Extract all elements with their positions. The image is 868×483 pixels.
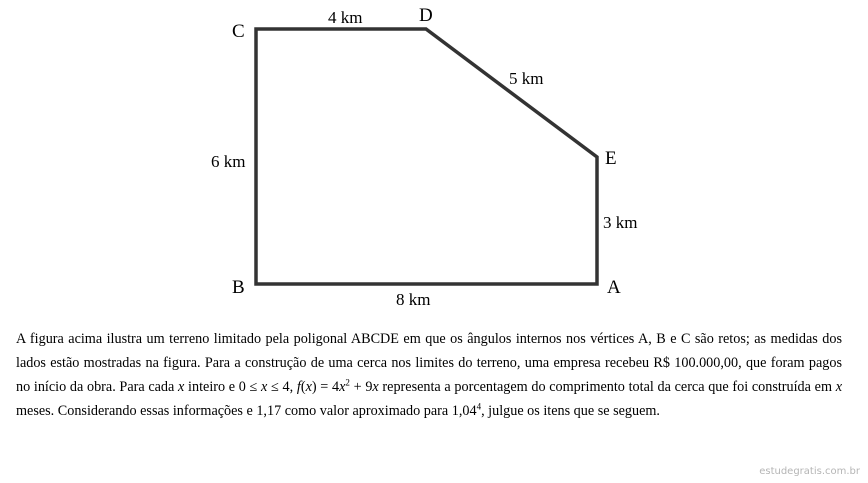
side-label-ea: 3 km (603, 213, 638, 232)
text-part: inteiro e 0 ≤ (184, 379, 262, 395)
side-label-cb: 6 km (211, 152, 246, 171)
side-label-cd: 4 km (328, 8, 363, 27)
vertex-label-e: E (605, 148, 617, 169)
text-part: meses. Considerando essas informações e 1,17 como valor aproximado para 1,04 (16, 403, 477, 419)
math-func-f: f (296, 379, 301, 395)
text-part: representa a porcentagem do comprimento total da cerca que foi construída em (378, 379, 836, 395)
math-var-x: x (372, 379, 379, 395)
math-var-x: x (261, 379, 268, 395)
text-part: + 9 (349, 379, 373, 395)
vertex-label-d: D (419, 5, 433, 26)
math-var-x: x (339, 379, 346, 395)
text-part: ) = 4 (311, 379, 340, 395)
exponent-2: 2 (345, 377, 350, 388)
text-part: , julgue os itens que se seguem. (481, 403, 660, 419)
vertex-label-a: A (607, 277, 621, 298)
side-label-ba: 8 km (396, 290, 431, 309)
math-var-x: x (835, 379, 842, 395)
text-part: A figura acima ilustra um terreno limitado pela poligonal ABCDE em que os ângulos internos nos vértices A, B e C são retos; as medidas dos lados estão mostradas na figura. Para a construção de uma cerca nos limites do terreno, uma empresa recebeu R$ 100.000,00, que foram pagos no início da obra. Para cada (16, 331, 842, 395)
vertex-label-c: C (232, 21, 245, 42)
math-var-x: x (178, 379, 185, 395)
text-part: ( (300, 379, 306, 395)
vertex-label-b: B (232, 277, 245, 298)
watermark: estudegratis.com.br (759, 466, 860, 477)
polygon-abcde (256, 29, 597, 284)
text-part: ≤ 4, (267, 379, 297, 395)
math-var-x: x (305, 379, 312, 395)
exponent-4: 4 (476, 401, 482, 412)
side-label-de: 5 km (509, 69, 544, 88)
problem-statement (16, 327, 842, 423)
